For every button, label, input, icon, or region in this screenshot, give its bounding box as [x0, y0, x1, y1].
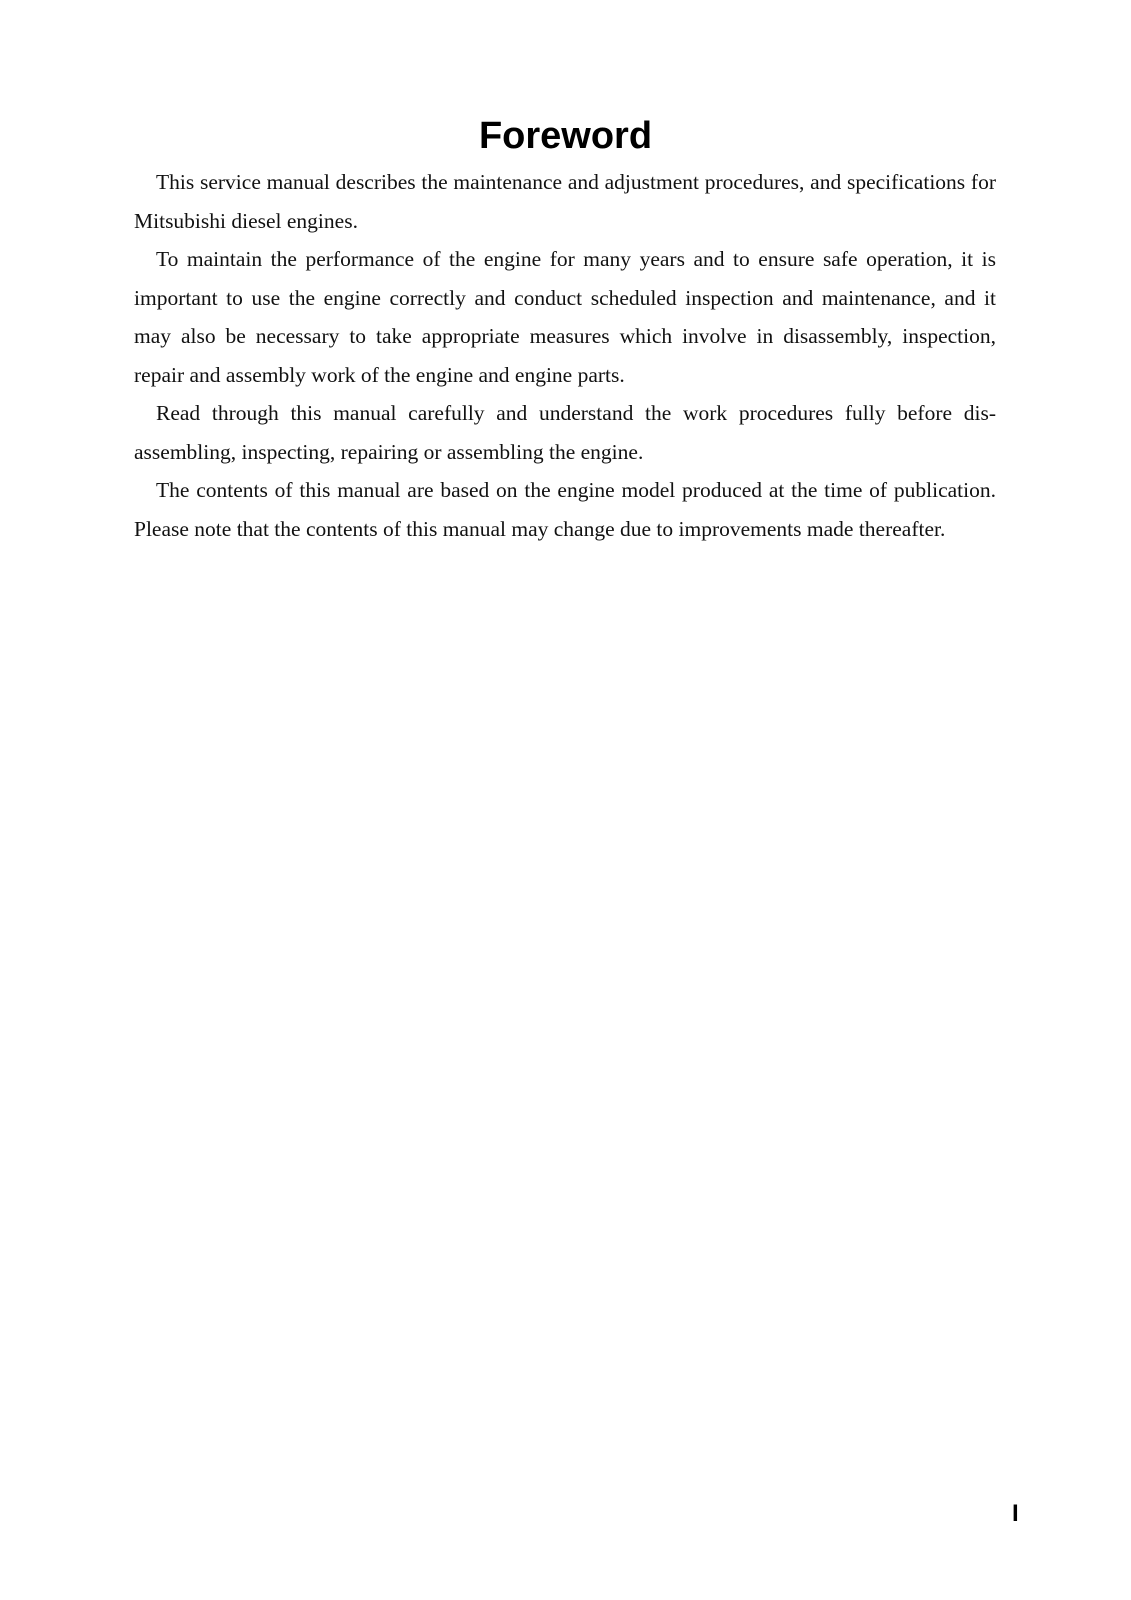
paragraph: This service manual describes the maintenance and adjustment procedures, and specifications for Mitsubishi diesel engines. — [134, 170, 996, 233]
page-number: I — [1012, 1500, 1019, 1527]
foreword-body — [134, 163, 996, 548]
page-title: Foreword — [478, 115, 653, 157]
paragraph: Read through this manual carefully and understand the work procedures fully before disassembling, inspecting, repairing or assembling the engine. — [134, 401, 996, 464]
paragraph: To maintain the performance of the engine for many years and to ensure safe operation, it is important to use the engine correctly and conduct scheduled inspection and maintenance, and it may also be necessary to take appropriate measures which involve in disassembly, inspection, repair and assembly work of the engine and engine parts. — [134, 247, 996, 387]
paragraph: The contents of this manual are based on the engine model produced at the time of publication. Please note that the contents of this manual may change due to improvements made thereafter. — [134, 478, 996, 541]
